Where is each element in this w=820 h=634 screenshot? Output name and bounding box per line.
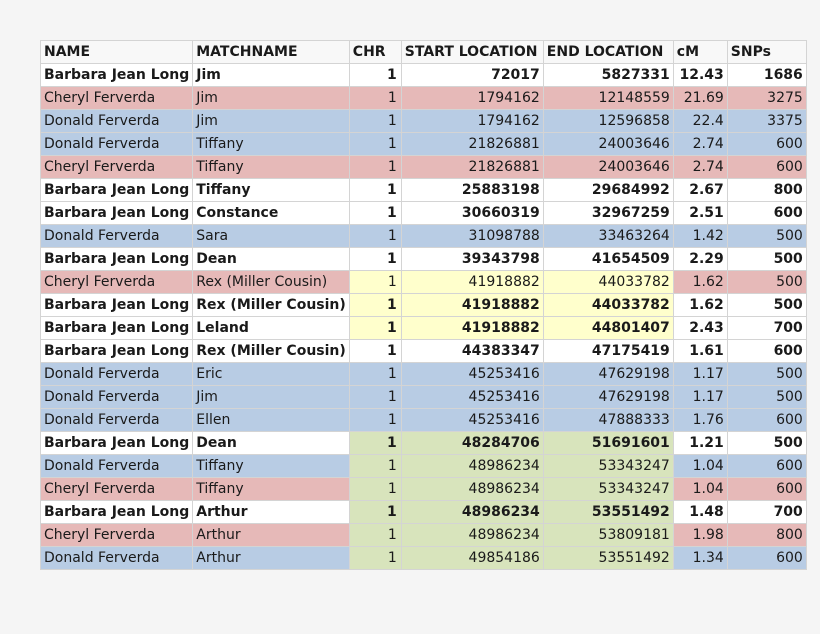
cell-cm[interactable]: 21.69 [673,87,727,110]
cell-chr[interactable]: 1 [349,478,401,501]
cell-start-location[interactable]: 48986234 [401,501,543,524]
cell-end-location[interactable]: 29684992 [543,179,673,202]
cell-matchname[interactable]: Tiffany [193,179,350,202]
table-row [41,271,807,294]
cell-end-location[interactable]: 24003646 [543,133,673,156]
cell-matchname[interactable]: Ellen [193,409,350,432]
cell-name[interactable]: Cheryl Ferverda [41,87,193,110]
cell-matchname[interactable]: Dean [193,248,350,271]
cell-chr[interactable]: 1 [349,501,401,524]
table-row [41,225,807,248]
cell-end-location[interactable]: 47888333 [543,409,673,432]
cell-cm[interactable]: 1.04 [673,478,727,501]
cell-matchname[interactable]: Arthur [193,501,350,524]
cell-chr[interactable]: 1 [349,455,401,478]
table-row [41,202,807,225]
table-row [41,64,807,87]
cell-chr[interactable]: 1 [349,547,401,570]
cell-chr[interactable]: 1 [349,202,401,225]
cell-start-location[interactable]: 41918882 [401,317,543,340]
cell-start-location[interactable]: 25883198 [401,179,543,202]
cell-end-location[interactable]: 53809181 [543,524,673,547]
cell-start-location[interactable]: 48284706 [401,432,543,455]
cell-snps[interactable]: 500 [727,248,806,271]
cell-cm[interactable]: 1.48 [673,501,727,524]
cell-name[interactable]: Cheryl Ferverda [41,478,193,501]
cell-matchname[interactable]: Leland [193,317,350,340]
table-row [41,432,807,455]
cell-name[interactable]: Barbara Jean Long [41,248,193,271]
cell-snps[interactable]: 500 [727,271,806,294]
cell-matchname[interactable]: Constance [193,202,350,225]
cell-cm[interactable]: 12.43 [673,64,727,87]
cell-matchname[interactable]: Rex (Miller Cousin) [193,294,350,317]
cell-snps[interactable]: 500 [727,432,806,455]
cell-start-location[interactable]: 41918882 [401,294,543,317]
cell-snps[interactable]: 600 [727,455,806,478]
cell-name[interactable]: Donald Ferverda [41,386,193,409]
cell-snps[interactable]: 800 [727,524,806,547]
cell-cm[interactable]: 2.67 [673,179,727,202]
dna-match-table [40,40,807,570]
cell-matchname[interactable]: Rex (Miller Cousin) [193,340,350,363]
cell-matchname[interactable]: Arthur [193,524,350,547]
header-name[interactable]: NAME [41,41,193,64]
cell-matchname[interactable]: Tiffany [193,156,350,179]
cell-cm[interactable]: 1.21 [673,432,727,455]
cell-snps[interactable]: 600 [727,156,806,179]
cell-matchname[interactable]: Jim [193,386,350,409]
cell-snps[interactable]: 500 [727,386,806,409]
cell-end-location[interactable]: 44033782 [543,271,673,294]
table-row [41,386,807,409]
cell-cm[interactable]: 1.04 [673,455,727,478]
cell-matchname[interactable]: Tiffany [193,455,350,478]
cell-start-location[interactable]: 39343798 [401,248,543,271]
header-chr[interactable]: CHR [349,41,401,64]
cell-name[interactable]: Cheryl Ferverda [41,524,193,547]
cell-chr[interactable]: 1 [349,340,401,363]
cell-chr[interactable]: 1 [349,87,401,110]
cell-cm[interactable]: 2.74 [673,156,727,179]
cell-cm[interactable]: 1.17 [673,386,727,409]
cell-name[interactable]: Barbara Jean Long [41,202,193,225]
cell-end-location[interactable]: 44801407 [543,317,673,340]
cell-start-location[interactable]: 48986234 [401,524,543,547]
cell-start-location[interactable]: 44383347 [401,340,543,363]
cell-cm[interactable]: 22.4 [673,110,727,133]
cell-snps[interactable]: 500 [727,294,806,317]
cell-start-location[interactable]: 21826881 [401,156,543,179]
cell-start-location[interactable]: 41918882 [401,271,543,294]
cell-name[interactable]: Donald Ferverda [41,409,193,432]
cell-end-location[interactable]: 47629198 [543,386,673,409]
table-row [41,478,807,501]
cell-chr[interactable]: 1 [349,64,401,87]
cell-chr[interactable]: 1 [349,179,401,202]
cell-matchname[interactable]: Jim [193,110,350,133]
cell-cm[interactable]: 1.76 [673,409,727,432]
cell-end-location[interactable]: 47629198 [543,363,673,386]
table-row [41,87,807,110]
cell-snps[interactable]: 500 [727,225,806,248]
table-row [41,248,807,271]
cell-start-location[interactable]: 72017 [401,64,543,87]
cell-start-location[interactable]: 1794162 [401,87,543,110]
cell-matchname[interactable]: Arthur [193,547,350,570]
cell-snps[interactable]: 700 [727,501,806,524]
cell-cm[interactable]: 2.74 [673,133,727,156]
header-matchname[interactable]: MATCHNAME [193,41,350,64]
cell-matchname[interactable]: Rex (Miller Cousin) [193,271,350,294]
cell-cm[interactable]: 2.51 [673,202,727,225]
header-cm[interactable]: cM [673,41,727,64]
cell-end-location[interactable]: 44033782 [543,294,673,317]
cell-chr[interactable]: 1 [349,363,401,386]
cell-matchname[interactable]: Sara [193,225,350,248]
cell-end-location[interactable]: 12148559 [543,87,673,110]
table-row [41,294,807,317]
cell-cm[interactable]: 1.42 [673,225,727,248]
cell-chr[interactable]: 1 [349,225,401,248]
cell-name[interactable]: Barbara Jean Long [41,179,193,202]
table-row [41,340,807,363]
cell-matchname[interactable]: Jim [193,87,350,110]
cell-name[interactable]: Donald Ferverda [41,547,193,570]
cell-end-location[interactable]: 32967259 [543,202,673,225]
cell-name[interactable]: Donald Ferverda [41,133,193,156]
cell-chr[interactable]: 1 [349,271,401,294]
cell-name[interactable]: Barbara Jean Long [41,501,193,524]
cell-chr[interactable]: 1 [349,248,401,271]
table-row [41,133,807,156]
cell-chr[interactable]: 1 [349,156,401,179]
cell-end-location[interactable]: 53343247 [543,478,673,501]
table-row [41,547,807,570]
cell-start-location[interactable]: 21826881 [401,133,543,156]
cell-start-location[interactable]: 49854186 [401,547,543,570]
table-row [41,363,807,386]
cell-snps[interactable]: 600 [727,202,806,225]
cell-name[interactable]: Barbara Jean Long [41,432,193,455]
cell-end-location[interactable]: 53551492 [543,547,673,570]
cell-chr[interactable]: 1 [349,432,401,455]
table-row [41,110,807,133]
cell-start-location[interactable]: 1794162 [401,110,543,133]
cell-end-location[interactable]: 12596858 [543,110,673,133]
cell-snps[interactable]: 600 [727,340,806,363]
cell-cm[interactable]: 1.17 [673,363,727,386]
cell-chr[interactable]: 1 [349,386,401,409]
cell-chr[interactable]: 1 [349,317,401,340]
cell-snps[interactable]: 600 [727,547,806,570]
cell-snps[interactable]: 800 [727,179,806,202]
cell-snps[interactable]: 500 [727,363,806,386]
header-row [41,41,807,64]
cell-chr[interactable]: 1 [349,294,401,317]
cell-matchname[interactable]: Eric [193,363,350,386]
cell-cm[interactable]: 1.34 [673,547,727,570]
cell-cm[interactable]: 1.61 [673,340,727,363]
cell-end-location[interactable]: 24003646 [543,156,673,179]
cell-snps[interactable]: 3275 [727,87,806,110]
cell-snps[interactable]: 600 [727,478,806,501]
cell-cm[interactable]: 1.62 [673,271,727,294]
header-start-location[interactable]: START LOCATION [401,41,543,64]
cell-snps[interactable]: 600 [727,133,806,156]
cell-end-location[interactable]: 33463264 [543,225,673,248]
table-row [41,179,807,202]
cell-start-location[interactable]: 30660319 [401,202,543,225]
cell-name[interactable]: Barbara Jean Long [41,340,193,363]
cell-chr[interactable]: 1 [349,524,401,547]
cell-snps[interactable]: 700 [727,317,806,340]
cell-name[interactable]: Donald Ferverda [41,455,193,478]
cell-start-location[interactable]: 48986234 [401,455,543,478]
table-row [41,156,807,179]
cell-name[interactable]: Donald Ferverda [41,225,193,248]
cell-name[interactable]: Donald Ferverda [41,363,193,386]
cell-name[interactable]: Donald Ferverda [41,110,193,133]
table-row [41,455,807,478]
cell-start-location[interactable]: 45253416 [401,386,543,409]
cell-matchname[interactable]: Tiffany [193,133,350,156]
cell-chr[interactable]: 1 [349,409,401,432]
cell-name[interactable]: Cheryl Ferverda [41,271,193,294]
table-row [41,501,807,524]
cell-chr[interactable]: 1 [349,133,401,156]
cell-end-location[interactable]: 53343247 [543,455,673,478]
cell-cm[interactable]: 1.98 [673,524,727,547]
cell-snps[interactable]: 600 [727,409,806,432]
cell-name[interactable]: Barbara Jean Long [41,294,193,317]
cell-end-location[interactable]: 5827331 [543,64,673,87]
header-snps[interactable]: SNPs [727,41,806,64]
cell-start-location[interactable]: 45253416 [401,409,543,432]
table-row [41,524,807,547]
cell-start-location[interactable]: 31098788 [401,225,543,248]
table-row [41,409,807,432]
cell-cm[interactable]: 2.43 [673,317,727,340]
header-end-location[interactable]: END LOCATION [543,41,673,64]
cell-snps[interactable]: 1686 [727,64,806,87]
cell-matchname[interactable]: Tiffany [193,478,350,501]
table-row [41,317,807,340]
cell-start-location[interactable]: 48986234 [401,478,543,501]
cell-cm[interactable]: 1.62 [673,294,727,317]
cell-cm[interactable]: 2.29 [673,248,727,271]
cell-name[interactable]: Barbara Jean Long [41,317,193,340]
cell-end-location[interactable]: 53551492 [543,501,673,524]
cell-chr[interactable]: 1 [349,110,401,133]
cell-start-location[interactable]: 45253416 [401,363,543,386]
cell-matchname[interactable]: Jim [193,64,350,87]
cell-snps[interactable]: 3375 [727,110,806,133]
cell-matchname[interactable]: Dean [193,432,350,455]
cell-name[interactable]: Barbara Jean Long [41,64,193,87]
cell-end-location[interactable]: 51691601 [543,432,673,455]
cell-end-location[interactable]: 41654509 [543,248,673,271]
cell-end-location[interactable]: 47175419 [543,340,673,363]
cell-name[interactable]: Cheryl Ferverda [41,156,193,179]
